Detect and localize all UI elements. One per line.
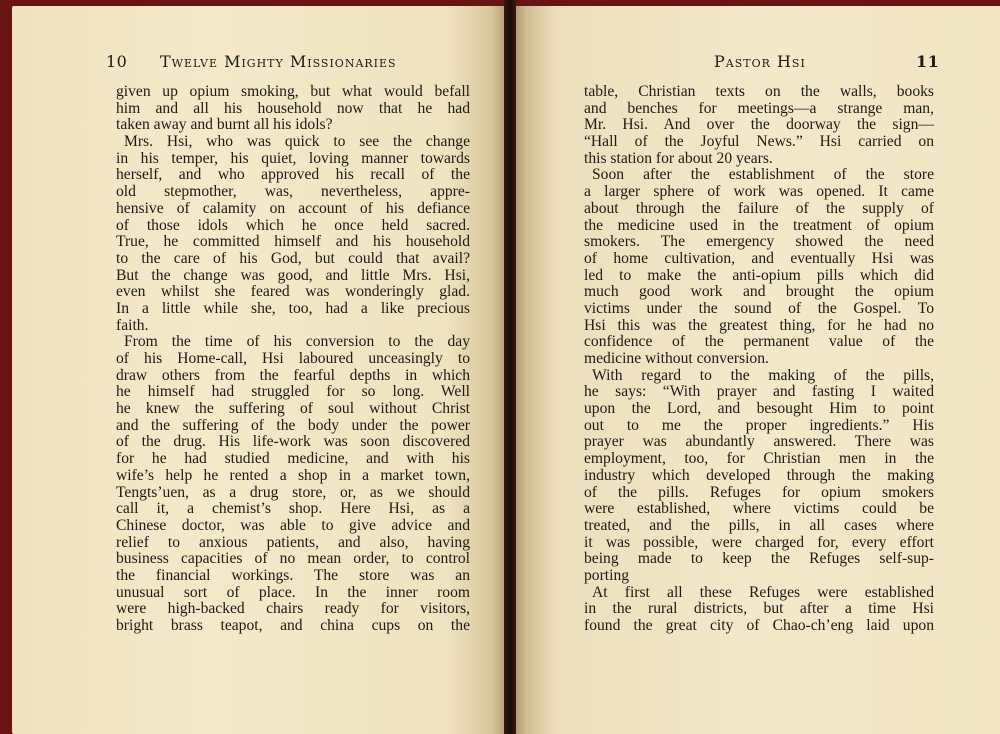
text-line: At first all these Refuges were established <box>592 583 934 601</box>
text-line: a larger sphere of work was opened. It came <box>584 183 934 201</box>
text-line: he knew the suffering of soul without Christ <box>116 400 470 418</box>
left-body-text <box>116 84 470 635</box>
text-line: victims under the sound of the Gospel. To <box>584 299 934 317</box>
text-line: to the care of his God, but could that avail? <box>116 249 470 267</box>
text-line: him and all his household now that he had <box>116 99 470 117</box>
text-line: and benches for meetings—a strange man, <box>584 99 934 117</box>
text-line: of the drug. His life-work was soon discovered <box>116 433 470 451</box>
text-line: of his Home-call, Hsi laboured unceasingly to <box>116 350 470 367</box>
text-line: Mr. Hsi. And over the doorway the sign— <box>584 116 934 134</box>
text-line: of home cultivation, and eventually Hsi was <box>584 249 934 267</box>
left-running-head: Twelve Mighty Missionaries <box>160 52 397 71</box>
text-line: call it, a chemist’s shop. Here Hsi, as a <box>116 500 470 518</box>
text-line: he himself had struggled for so long. Well <box>116 383 470 401</box>
text-line: prayer was abundantly answered. There was <box>584 433 934 451</box>
text-line: medicine without conversion. <box>584 350 769 367</box>
text-line: wife’s help he rented a shop in a market town, <box>116 466 470 484</box>
text-line: Hsi this was the greatest thing, for he had no <box>584 316 934 334</box>
text-line: relief to anxious patients, and also, having <box>116 533 470 551</box>
text-line: upon the Lord, and besought Him to point <box>584 400 934 418</box>
text-line: led to make the anti-opium pills which did <box>584 266 934 284</box>
text-line: smokers. The emergency showed the need <box>584 233 934 251</box>
text-line: In a little while she, too, had a like precious <box>116 299 470 317</box>
text-line: From the time of his conversion to the day <box>124 333 470 351</box>
text-line: for he had studied medicine, and with his <box>116 450 470 468</box>
book-gutter <box>504 0 516 734</box>
text-line: True, he committed himself and his household <box>116 233 470 251</box>
text-line: this station for about 20 years. <box>584 149 773 167</box>
text-line: treated, and the pills, in all cases where <box>584 516 934 534</box>
text-line: unusual sort of place. In the inner room <box>116 583 470 601</box>
text-line: table, Christian texts on the walls, books <box>584 83 934 100</box>
text-line: Chinese doctor, was able to give advice and <box>116 516 470 534</box>
text-line: found the great city of Chao-ch’eng laid upon <box>584 617 934 634</box>
text-line: confidence of the permanent value of the <box>584 333 934 351</box>
text-line: were high-backed chairs ready for visitors, <box>116 600 470 618</box>
text-line: the medicine used in the treatment of opium <box>584 216 934 234</box>
text-line: even whilst she feared was wonderingly glad. <box>116 283 470 301</box>
text-line: taken away and burnt all his idols? <box>116 116 333 134</box>
text-line: With regard to the making of the pills, <box>592 366 934 384</box>
text-line: of the pills. Refuges for opium smokers <box>584 483 934 501</box>
right-body-text <box>584 84 934 635</box>
text-line: herself, and who approved his recall of the <box>116 166 470 184</box>
text-line: bright brass teapot, and china cups on the <box>116 617 470 634</box>
right-running-head: Pastor Hsi <box>714 52 806 71</box>
text-line: Tengts’uen, as a drug store, or, as we should <box>116 483 470 501</box>
text-line: it was possible, were charged for, every effort <box>584 533 934 551</box>
text-line: Mrs. Hsi, who was quick to see the change <box>124 133 470 151</box>
text-line: porting <box>584 566 630 584</box>
text-line: the financial workings. The store was an <box>116 566 470 584</box>
text-line: industry which developed through the making <box>584 466 934 484</box>
right-page-number: 11 <box>916 52 940 71</box>
text-line: business capacities of no mean order, to control <box>116 550 470 568</box>
text-line: were established, where victims could be <box>584 500 934 518</box>
text-line: in his temper, his quiet, loving manner towards <box>116 149 470 167</box>
text-line: of those idols which he once held sacred. <box>116 216 470 234</box>
text-line: much good work and brought the opium <box>584 283 934 301</box>
text-line: given up opium smoking, but what would befall <box>116 83 470 100</box>
text-line: But the change was good, and little Mrs. Hsi, <box>116 266 470 284</box>
text-line: Soon after the establishment of the store <box>592 166 934 184</box>
text-line: faith. <box>116 316 149 334</box>
text-line: out to me the proper ingredients.” His <box>584 416 934 434</box>
text-line: about through the failure of the supply of <box>584 199 934 217</box>
text-line: old stepmother, was, nevertheless, appre- <box>116 183 470 201</box>
left-page-number: 10 <box>106 52 128 71</box>
text-line: in the rural districts, but after a time Hsi <box>584 600 934 618</box>
text-line: hensive of calamity on account of his defiance <box>116 199 470 217</box>
text-line: draw others from the fearful depths in which <box>116 366 470 384</box>
text-line: and the suffering of the body under the power <box>116 416 470 434</box>
text-line: employment, too, for Christian men in the <box>584 450 934 468</box>
text-line: “Hall of the Joyful News.” Hsi carried on <box>584 133 934 151</box>
text-line: being made to keep the Refuges self-sup- <box>584 550 934 568</box>
text-line: he says: “With prayer and fasting I waited <box>584 383 934 401</box>
